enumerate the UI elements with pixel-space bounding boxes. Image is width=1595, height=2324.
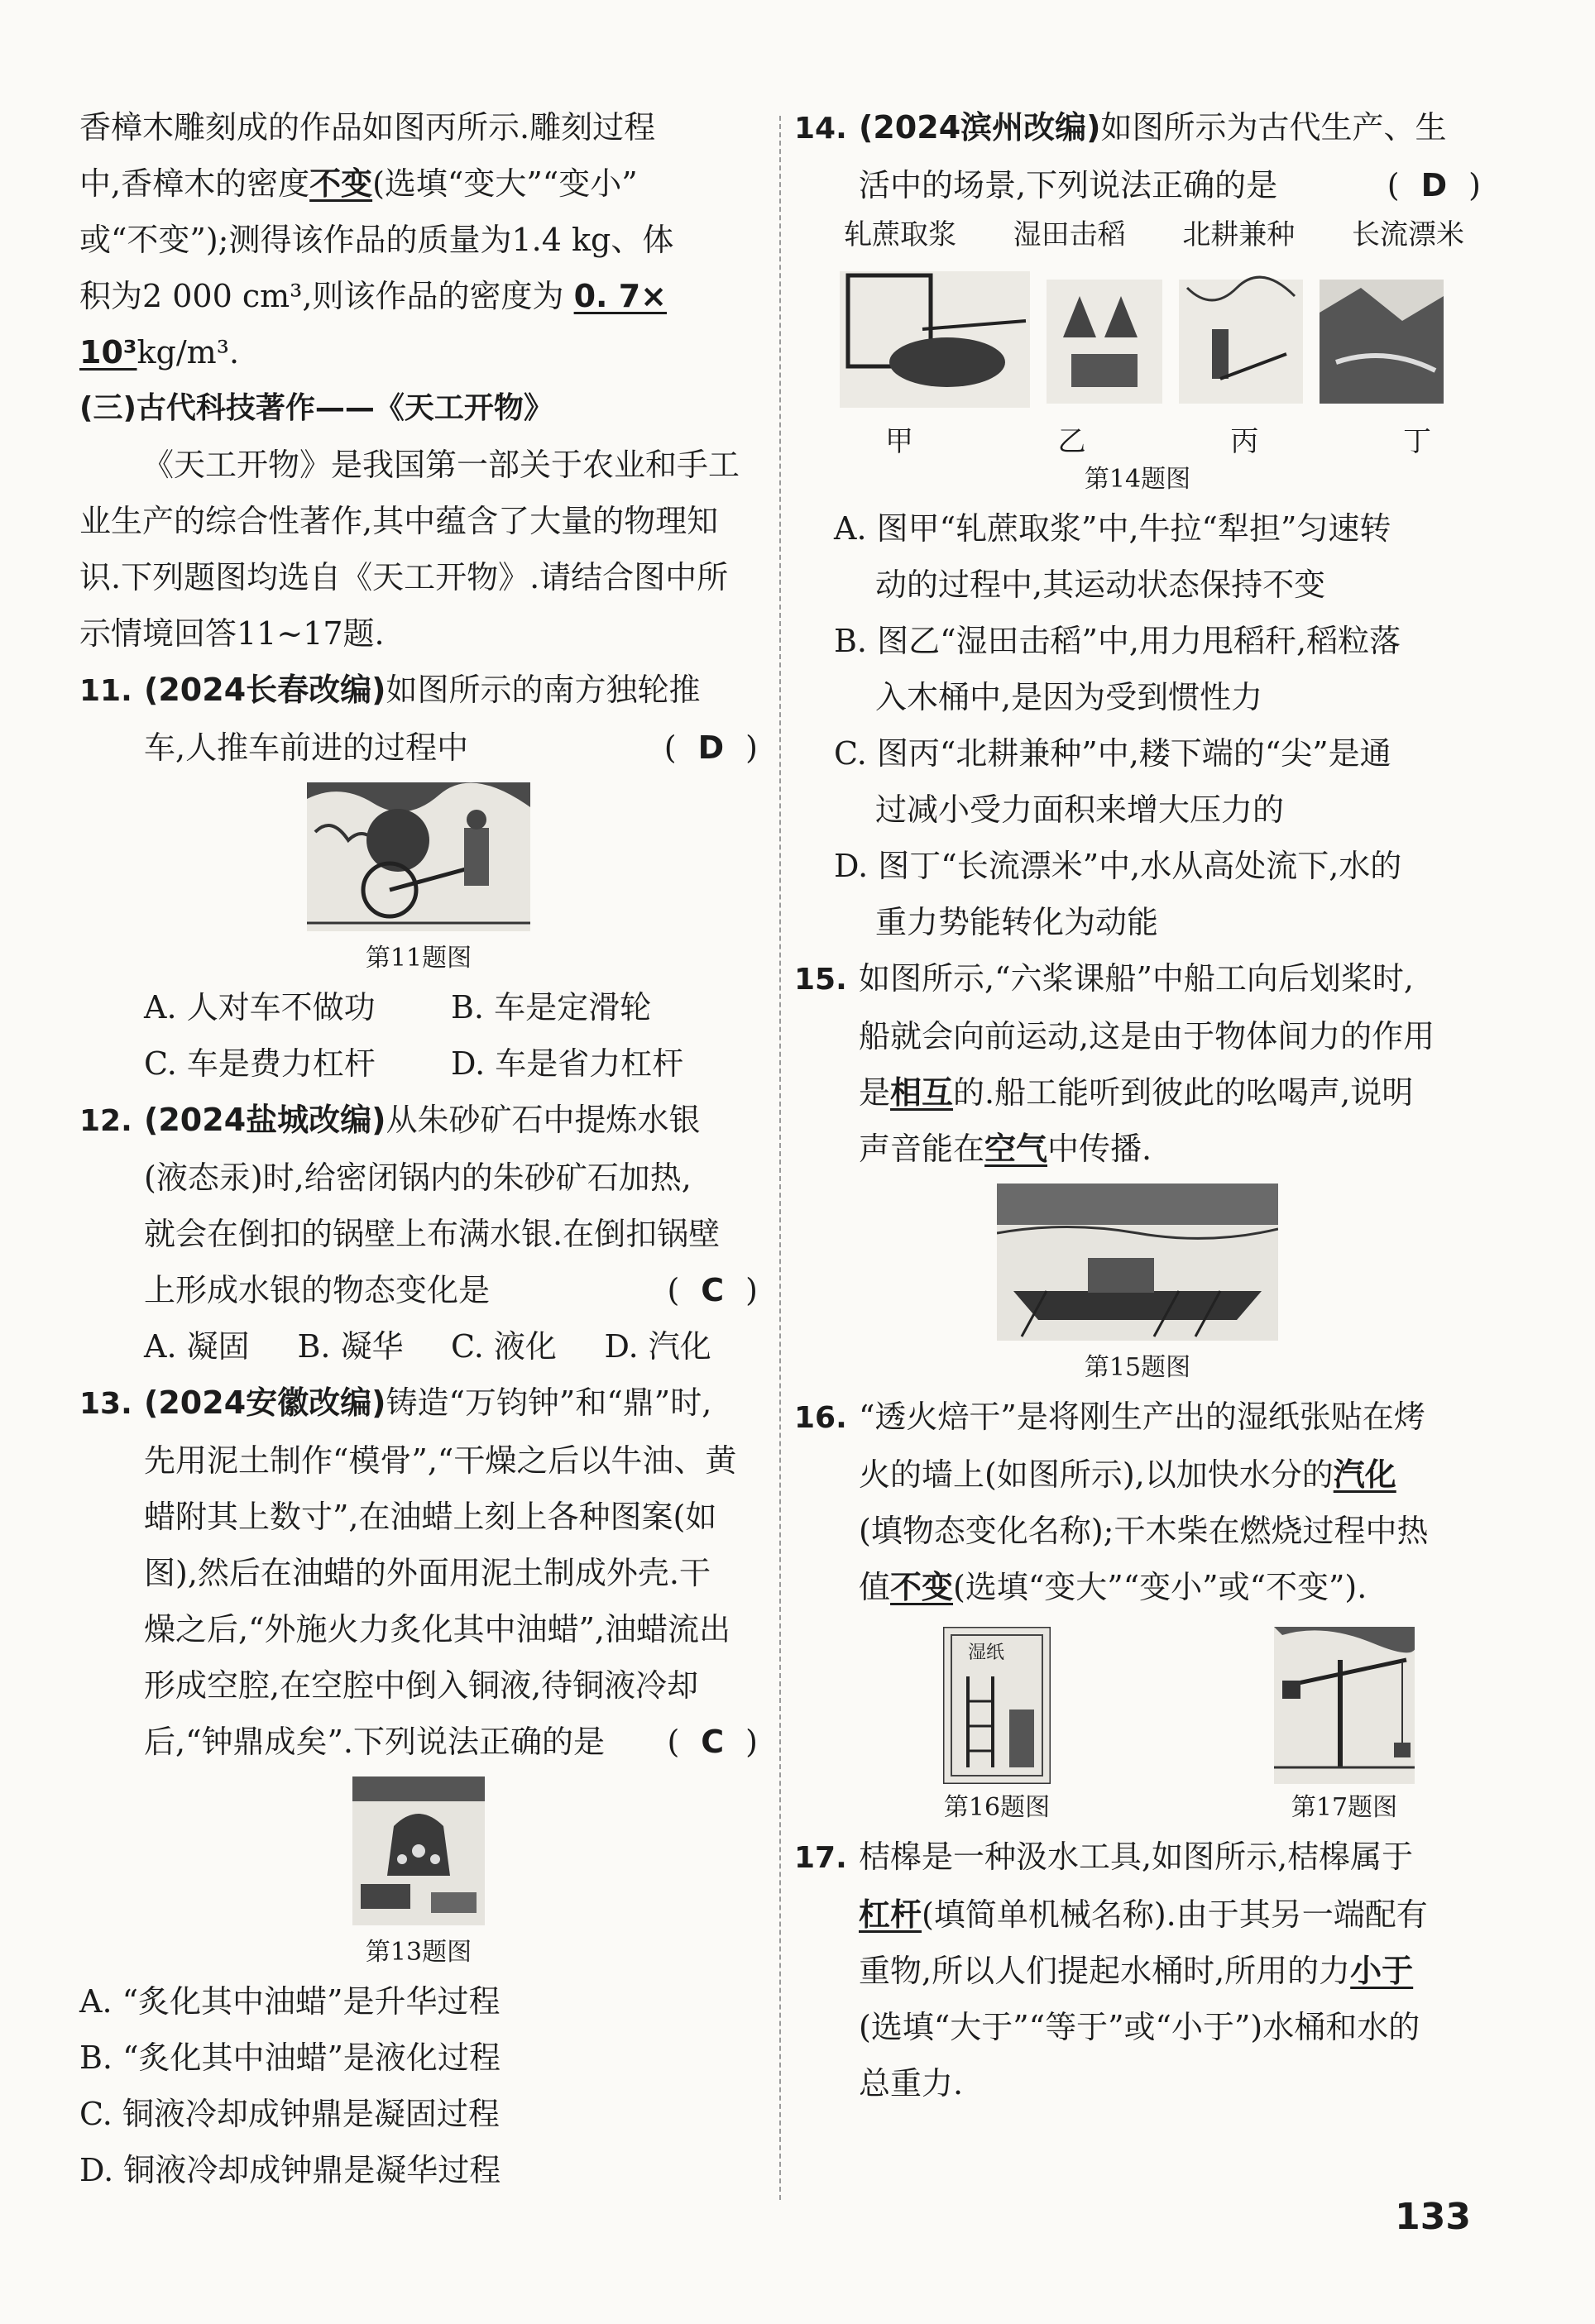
figure-15-caption: 第15题图 [1084,1353,1191,1382]
figure-16-text: 湿纸 [968,1643,1005,1663]
option-cont: 重力势能转化为动能 [875,904,1159,940]
question-13-line: 蜡附其上数寸”,在油蜡上刻上各种图案(如 [144,1499,717,1535]
figure-14-caption: 第14题图 [1084,465,1191,494]
option: A. 图甲“轧蔗取浆”中,牛拉“犁担”匀速转 [834,510,1391,547]
section-intro: 业生产的综合性著作,其中蕴含了大量的物理知 [79,503,719,539]
well-sweep-illustration [1274,1627,1415,1784]
question-16-line: 值不变(选填“变大”“变小”或“不变”). [859,1569,1367,1605]
question-17-line: (选填“大于”“等于”或“小于”)水桶和水的 [859,2009,1420,2045]
figure-13-caption: 第13题图 [365,1938,472,1967]
answer-blank: 0. 7× [573,278,667,314]
left-column [79,99,758,2198]
question-13: 13. (2024安徽改编)铸造“万钧钟”和“鼎”时, [79,1384,712,1421]
figure-label: 乙 [1057,425,1086,458]
section-intro: 识.下列题图均选自《天工开物》.请结合图中所 [79,559,729,595]
question-12-line: (液态汞)时,给密闭锅内的朱砂矿石加热, [144,1160,692,1196]
four-scenes-illustration [823,263,1452,412]
intro-line: 10³kg/m³. [79,334,240,371]
answer-blank: 10³ [79,334,137,371]
answer-choice: C [701,1724,725,1760]
answer-choice: D [1420,167,1448,203]
figure-14-titles [794,213,1481,256]
answer-blank: 相互 [890,1074,954,1111]
figure-14-labels [794,418,1481,459]
question-15-line: 船就会向前运动,这是由于物体间力的作用 [859,1018,1435,1054]
option-cont: 动的过程中,其运动状态保持不变 [875,567,1326,603]
figure-14 [794,263,1481,412]
question-12-line: 就会在倒扣的锅壁上布满水银.在倒扣锅壁 [144,1216,721,1252]
paper-drying-illustration [943,1627,1051,1784]
question-17: 17. 桔槔是一种汲水工具,如图所示,桔槔属于 [794,1839,1414,1875]
question-14: 14. (2024滨州改编)如图所示为古代生产、生 [794,109,1447,146]
question-17-line: 杠杆(填简单机械名称).由于其另一端配有 [859,1896,1428,1933]
figure-17 [1274,1627,1415,1829]
option: C. 液化 [451,1328,557,1365]
question-13-line: 燥之后,“外施火力炙化其中油蜡”,油蜡流出 [144,1611,731,1647]
question-13-line: 后,“钟鼎成矣”.下列说法正确的是 ( C ) [144,1724,758,1760]
figure-title: 湿田击稻 [1013,218,1126,251]
question-13-line: 先用泥土制作“模骨”,“干燥之后以牛油、黄 [144,1442,737,1479]
question-12: 12. (2024盐城改编)从朱砂矿石中提炼水银 [79,1102,701,1138]
question-16-line: 火的墙上(如图所示),以加快水分的汽化 [859,1456,1396,1493]
option: A. “炙化其中油蜡”是升华过程 [79,1983,501,2020]
option: A. 人对车不做功 [144,989,376,1026]
question-11-stem: 车,人推车前进的过程中 ( D ) [144,729,758,766]
column-divider [779,116,781,2200]
option: B. 车是定滑轮 [451,989,652,1026]
option-cont: 入木桶中,是因为受到惯性力 [875,679,1263,715]
answer-blank: 小于 [1350,1953,1414,1989]
intro-line: 或“不变”);测得该作品的质量为1.4 kg、体 [79,222,674,258]
rowing-boat-illustration [997,1184,1278,1341]
option: A. 凝固 [144,1328,250,1365]
question-17-line: 重物,所以人们提起水桶时,所用的力小于 [859,1953,1414,1989]
option: C. 车是费力杠杆 [144,1045,376,1082]
option: C. 铜液冷却成钟鼎是凝固过程 [79,2096,500,2132]
figure-title: 长流漂米 [1351,218,1464,251]
option: B. “炙化其中油蜡”是液化过程 [79,2039,501,2076]
answer-blank: 不变 [309,165,373,202]
question-15: 15. 如图所示,“六桨课船”中船工向后划桨时, [794,960,1415,997]
bell-casting-illustration [352,1776,485,1925]
question-14-stem: 活中的场景,下列说法正确的是 ( D ) [859,167,1481,203]
intro-line: 积为2 000 cm³,则该作品的密度为 0. 7× [79,278,667,314]
question-11-options [79,979,758,1092]
answer-choice: D [697,729,725,766]
option: D. 铜液冷却成钟鼎是凝华过程 [79,2152,501,2188]
figure-16-caption: 第16题图 [943,1793,1051,1822]
answer-blank: 空气 [984,1131,1048,1167]
question-13-line: 形成空腔,在空腔中倒入铜液,待铜液冷却 [144,1667,699,1704]
question-16: 16. “透火焙干”是将刚生产出的湿纸张贴在烤 [794,1399,1425,1435]
figure-13 [79,1776,758,1925]
answer-choice: C [701,1272,725,1308]
figure-11-caption: 第11题图 [365,944,472,973]
section-intro: 示情境回答11~17题. [79,615,385,652]
option: B. 图乙“湿田击稻”中,用力甩稻秆,稻粒落 [834,623,1401,659]
option: C. 图丙“北耕兼种”中,耧下端的“尖”是通 [834,735,1391,772]
option: D. 图丁“长流漂米”中,水从高处流下,水的 [834,848,1402,884]
figure-label: 丙 [1230,425,1259,458]
question-12-line: 上形成水银的物态变化是 ( C ) [144,1272,758,1308]
page-number: 133 [1395,2196,1471,2238]
section-intro: 《天工开物》是我国第一部关于农业和手工 [142,447,740,483]
option: B. 凝华 [297,1328,404,1365]
figure-16 [943,1627,1051,1829]
question-12-options [79,1318,758,1375]
intro-line: 香樟木雕刻成的作品如图丙所示.雕刻过程 [79,109,656,146]
wheelbarrow-illustration [307,782,530,931]
answer-blank: 不变 [890,1569,954,1605]
figure-title: 北耕兼种 [1182,218,1296,251]
section-title: (三)古代科技著作——《天工开物》 [79,391,553,425]
figure-label: 丁 [1402,425,1431,458]
figure-11 [79,782,758,931]
question-11: 11. (2024长春改编)如图所示的南方独轮推 [79,672,701,708]
option-cont: 过减小受力面积来增大压力的 [875,791,1285,828]
figures-16-17 [794,1615,1481,1829]
figure-17-caption: 第17题图 [1291,1793,1398,1822]
answer-blank: 杠杆 [859,1896,922,1933]
question-13-line: 图),然后在油蜡的外面用泥土制成外壳.干 [144,1555,711,1591]
intro-line: 中,香樟木的密度不变(选填“变大”“变小” [79,165,638,202]
right-column [794,99,1481,2111]
figure-15 [794,1184,1481,1341]
option: D. 车是省力杠杆 [451,1045,684,1082]
figure-label: 甲 [885,425,913,458]
figure-title: 轧蔗取浆 [844,218,956,251]
question-16-line: (填物态变化名称);干木柴在燃烧过程中热 [859,1513,1429,1549]
question-15-line: 声音能在空气中传播. [859,1131,1152,1167]
option: D. 汽化 [604,1328,711,1365]
question-17-line: 总重力. [859,2065,964,2102]
question-15-line: 是相互的.船工能听到彼此的吆喝声,说明 [859,1074,1414,1111]
answer-blank: 汽化 [1333,1456,1396,1493]
